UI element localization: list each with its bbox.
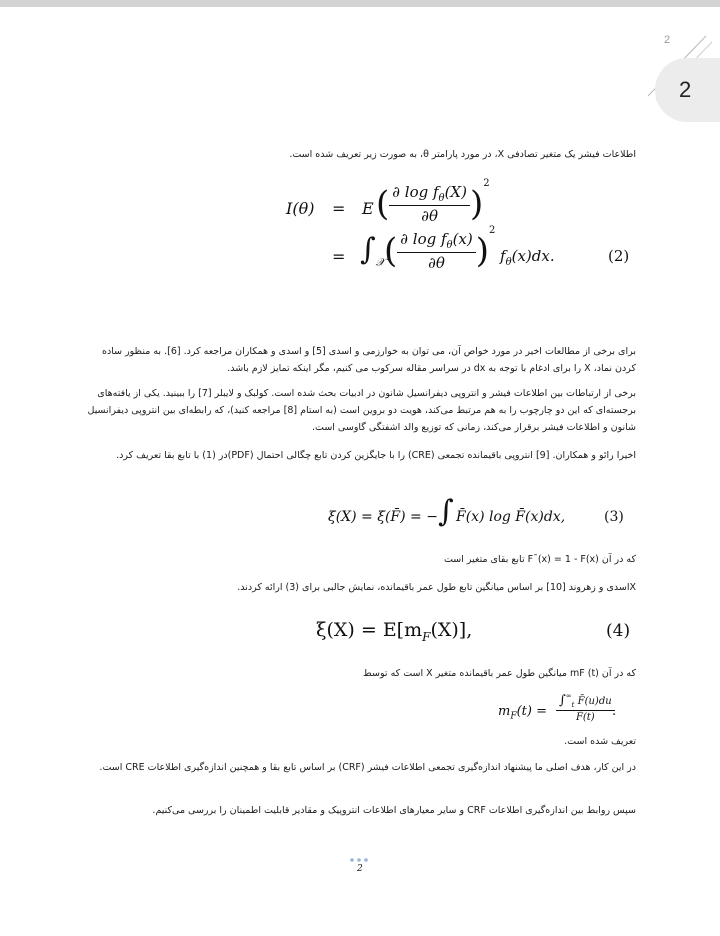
footer-page-number: 2 xyxy=(357,864,363,874)
eq2-equals-1: = xyxy=(332,199,346,218)
eq5-fraction: $\frac{\int^\infty_t F̄(u)du}{F̄(t)}$ xyxy=(556,692,615,723)
eq3-integral: ∫ xyxy=(438,494,454,529)
eq2-tail: $f_\theta(x)dx$. xyxy=(500,247,555,268)
page-number-tab-label: 2 xyxy=(679,77,692,102)
corner-page-number: 2 xyxy=(664,34,671,46)
eq3-lhs: ξ(X) = ξ(F̄) = − xyxy=(328,509,438,525)
eq3-integrand: F̄(x) log F̄(x)dx, xyxy=(456,509,566,525)
page-corner-decoration xyxy=(0,0,720,130)
paragraph-cre-definition: اخیرا رائو و همکاران. [9] انتروپی باقیمانده تجمعی (CRE) را با جایگزین کردن تابع چگالی احتمال (PDF)در (1) با تابع بقا تعریف کرد. xyxy=(116,450,636,461)
eq4-label: (4) xyxy=(606,621,631,641)
eq2-frac-1: ( $\frac{\partial \log f_\theta(X)}{\partial\theta}$ )$^2$ xyxy=(376,178,490,225)
paragraph-main-goal: در این کار، هدف اصلی ما پیشنهاد اندازه‌گیری تجمعی اطلاعات فیشر (CRF) بر اساس تابع بقا و همچنین اندازه‌گیری اطلاعات CRE است. xyxy=(99,762,636,773)
eq5-lhs: $m_F(t)$ = xyxy=(498,704,547,722)
eq4-body: $\xi(X) = E[m_F(X)]$, xyxy=(316,619,473,644)
eq2-integral: $\int_𝒳$ xyxy=(360,232,386,269)
paragraph-asadi-zohrevand: Xاسدی و زهروند [10] بر اساس میانگین تابع طول عمر باقیمانده، نمایش جالبی برای (3) ارائه کردند. xyxy=(237,582,636,593)
paragraph-relations: سپس روابط بین اندازه‌گیری اطلاعات CRF و سایر معیارهای اطلاعات انتروپیک و مقادیر قابلیت اطمینان را بررسی می‌کنیم. xyxy=(152,805,636,816)
eq2-frac-2: ( $\frac{\partial \log f_\theta(x)}{\partial\theta}$ )$^2$ xyxy=(384,225,496,272)
eq3-label: (3) xyxy=(604,509,624,525)
paragraph-recent-studies: برای برخی از مطالعات اخیر در مورد خواص آن، می توان به خوارزمی و اسدی [5] و اسدی و همکاران مراجعه کرد. [6]. به منظور ساده کردن نماد، X را برای ادغام با توجه به dx در سراسر مقاله سرکوب می کنیم، مگر اینکه تمایز لازم باشد. xyxy=(101,346,636,374)
eq2-lhs: I(θ) xyxy=(286,199,315,218)
eq2-expectation: E xyxy=(362,199,374,218)
eq2-label: (2) xyxy=(608,247,630,265)
footer-dots-icon xyxy=(348,856,372,864)
paragraph-fisher-definition: اطلاعات فیشر یک متغیر تصادفی X، در مورد پارامتر θ، به صورت زیر تعریف شده است. xyxy=(289,149,636,160)
paragraph-survival-function: که در آن F¯(x) = 1 - F(x) تابع بقای متغیر است xyxy=(443,554,636,565)
eq5-period: . xyxy=(612,704,617,719)
paragraph-defined: تعریف شده است. xyxy=(564,736,636,747)
paragraph-mrl: که در آن mF (t) میانگین طول عمر باقیمانده متغیر X است که توسط xyxy=(363,668,636,679)
paragraph-fisher-shannon: برخی از ارتباطات بین اطلاعات فیشر و انتروپی دیفرانسیل شانون در ادبیات بحث شده است. کولبک و لایبلر [7] را ببینید. یکی از یافته‌های برجسته‌ای که این دو چارچوب را به هم مرتبط می‌کند، هویت دو بروین است (به استام [8] مراجعه کنید)، که رابطه‌ای بین انتروپی دیفرانسیل شانون و اطلاعات فیشر برقرار می‌کند، زمانی که توزیع والد اشفتگی گاوسی است. xyxy=(87,388,636,433)
eq2-equals-2: = xyxy=(332,247,346,266)
